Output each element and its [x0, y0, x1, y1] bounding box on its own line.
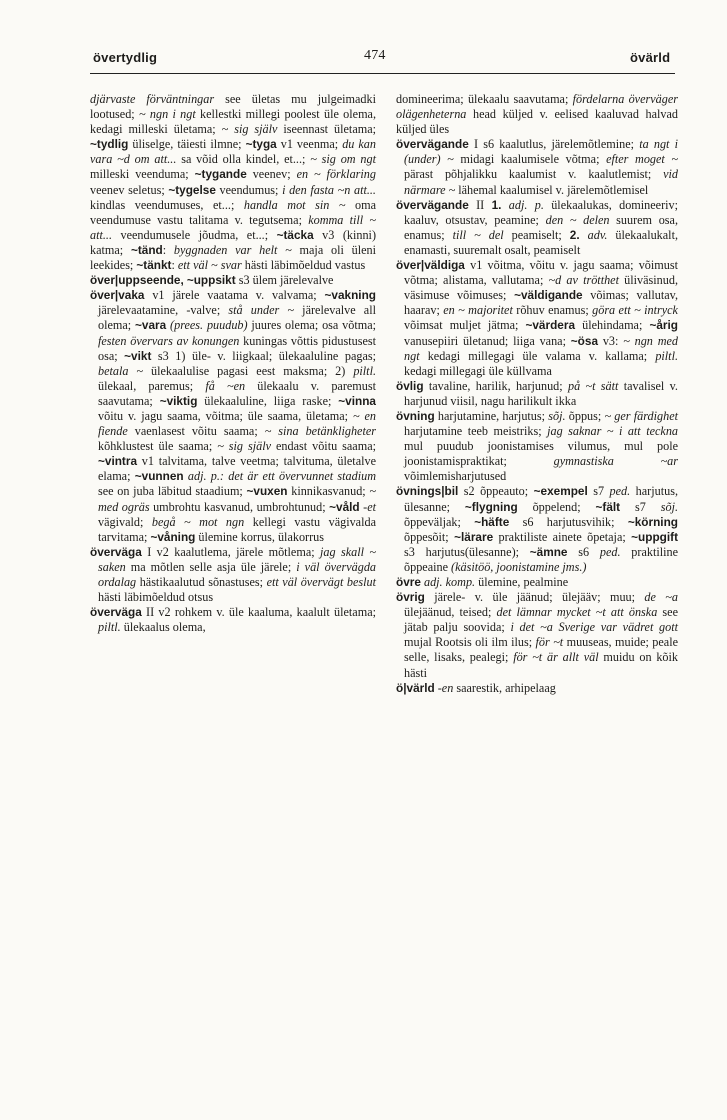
- definition-text: vanusepiiri ületanud; liiga vana;: [404, 333, 571, 348]
- example-phrase: en ~ förklaring: [296, 167, 376, 182]
- definition-text: kedagi millegagi üle küllvama: [404, 363, 552, 378]
- example-phrase: -en: [437, 680, 454, 695]
- definition-text: veenev seletus;: [90, 182, 169, 197]
- headword: ~vinna: [338, 393, 376, 408]
- definition-text: ülemine, pealmine: [475, 575, 569, 589]
- definition-text: hästi läbimõeldud vastus: [241, 258, 366, 273]
- headword: ~täcka: [276, 227, 314, 242]
- example-phrase: i den fasta ~n att...: [282, 182, 376, 197]
- left-guide-word: övertydlig: [93, 50, 158, 65]
- example-phrase: handla mot sin ~: [243, 197, 346, 212]
- example-phrase: ~ sina betänkligheter: [264, 424, 376, 439]
- definition-text: s3 harjutus(ülesanne);: [404, 544, 530, 559]
- example-phrase: efter moget ~: [606, 152, 678, 167]
- headword: ~uppgift: [631, 529, 679, 544]
- definition-text: üliväsinud, väsimuse võimuses;: [404, 273, 679, 303]
- definition-text: [501, 198, 508, 212]
- definition-text: ülekaaluline, liiga raske;: [197, 393, 339, 408]
- headword: ~ämne: [529, 544, 568, 559]
- example-phrase: sõj.: [660, 499, 679, 514]
- example-phrase: i det ~a Sverige var vädret gott: [510, 620, 678, 635]
- headword: över|uppseende,: [90, 273, 184, 288]
- headword: ~vikt: [124, 348, 152, 363]
- definition-text: s7: [587, 484, 610, 499]
- definition-text: muuseas, muide; peale selle, lisaks, pealegi;: [404, 635, 679, 665]
- definition-text: saarestik, arhipelaag: [453, 680, 556, 695]
- headword: ~exempel: [533, 484, 588, 499]
- definition-text: praktiliste ainete õpetaja;: [493, 529, 632, 544]
- headword: ~årig: [649, 318, 678, 333]
- dictionary-entry: [396, 484, 678, 575]
- definition-text: see jätab palju soovida;: [404, 605, 678, 635]
- dictionary-entry: [396, 575, 678, 590]
- definition-text: lähemal kaalumisel v. järelemõtlemisel: [455, 182, 649, 197]
- example-phrase: betala ~: [98, 363, 144, 378]
- example-phrase: jag saknar ~ i att teckna: [547, 424, 679, 439]
- dictionary-entry: [396, 681, 678, 696]
- definition-text: oma veendumuse vastu talitama v. tegutsema;: [90, 197, 376, 227]
- definition-text: v1 järele vaatama v. valvama;: [144, 288, 325, 303]
- headword: överväga: [90, 605, 142, 620]
- dictionary-entry: [396, 590, 678, 681]
- headword: ~våld: [329, 499, 360, 514]
- headword: ~vara: [135, 318, 167, 333]
- headword: ~fält: [595, 499, 621, 514]
- headword: övervägande: [396, 197, 469, 212]
- headword: ~vuxen: [246, 484, 288, 499]
- example-phrase: begå ~ mot ngn: [151, 514, 245, 529]
- headword: ~vakning: [324, 288, 376, 303]
- example-phrase: komma till ~ att...: [90, 212, 377, 242]
- example-phrase: den ~ delen: [545, 212, 610, 227]
- definition-text: maja oli üleni leekides;: [90, 242, 376, 273]
- headword: ~våning: [150, 529, 196, 544]
- entry-continuation: [90, 92, 376, 273]
- headword: ~tänkt: [136, 258, 172, 273]
- example-phrase: du kan vara ~d om att...: [90, 137, 376, 167]
- example-phrase: ~ en fiende: [98, 408, 376, 439]
- definition-text: õppelend;: [517, 499, 596, 514]
- definition-text: sa võid olla kindel, et...;: [176, 152, 311, 167]
- dictionary-entry: [90, 288, 376, 545]
- example-phrase: jag skall ~ saken: [98, 544, 376, 574]
- definition-text: veendumus;: [215, 182, 283, 197]
- definition-text: suurem osa, enamus;: [404, 212, 678, 242]
- example-phrase: ta ngt i (under) ~: [404, 137, 678, 167]
- example-phrase: ~ ngn med ngt: [404, 333, 678, 363]
- example-phrase: (käsitöö, joonistamine jms.): [451, 559, 587, 574]
- definition-text: vaenlasest võitu saama;: [127, 424, 265, 439]
- definition-text: s3 ülem järelevalve: [235, 273, 334, 288]
- definition-text: tavaline, harilik, harjunud;: [423, 378, 568, 393]
- headword: övning: [396, 408, 435, 423]
- definition-text: :: [171, 258, 178, 273]
- definition-text: kellestki millegi poolest üle olema, kedagi milleski ületama;: [90, 107, 377, 137]
- example-phrase: ~d av trötthet: [548, 273, 619, 288]
- definition-text: v1 veenma;: [276, 137, 343, 152]
- headword: ~tygelse: [168, 182, 216, 197]
- definition-text: veendumusele jõudma, et...;: [112, 227, 277, 242]
- headword: ~häfte: [474, 514, 510, 529]
- definition-text: võimas; vallutav, haarav;: [404, 288, 678, 318]
- example-phrase: festen övervars av konungen: [98, 333, 240, 348]
- definition-text: kuningas võttis pidustusest osa;: [98, 333, 376, 363]
- example-phrase: byggnaden var helt ~: [173, 242, 292, 257]
- example-phrase: adj. p.: [508, 197, 544, 212]
- definition-text: ülekaalus olema,: [120, 620, 206, 635]
- definition-text: peamiselt;: [503, 227, 570, 242]
- example-phrase: få ~en: [205, 378, 246, 393]
- right-guide-word: övärld: [630, 50, 671, 65]
- definition-text: kõhklustest üle saama;: [98, 439, 218, 454]
- headword: ö|värld: [396, 680, 435, 695]
- definition-text: ülekaalukas, domineeriv; kaaluv, otsustav, peamine;: [404, 197, 679, 227]
- definition-text: praktiline õppeaine: [404, 544, 678, 574]
- definition-text: veenev;: [246, 167, 297, 182]
- definition-text: kindlas veendumuses, et...;: [90, 197, 244, 212]
- example-phrase: adj. p.: det är ett övervunnet stadium: [187, 469, 377, 484]
- definition-text: õppus;: [565, 408, 605, 423]
- example-phrase: djärvaste förväntningar: [90, 92, 215, 106]
- headword: ~tydlig: [90, 137, 129, 152]
- example-phrase: de ~a: [644, 590, 678, 605]
- definition-text: v1 võitma, võitu v. jagu saama; võimust võtma; alistama, vallutama;: [404, 258, 678, 288]
- example-phrase: (prees. puudub): [170, 318, 248, 333]
- definition-text: ülekaalu v. paremust saavutama;: [98, 378, 376, 408]
- definition-text: mujal Rootsis oli ilm ilus;: [404, 635, 536, 650]
- example-phrase: sõj.: [548, 408, 566, 423]
- example-phrase: adv.: [587, 227, 608, 242]
- definition-text: harjutus, ülesanne;: [404, 484, 678, 514]
- left-column: [90, 92, 376, 635]
- definition-text: :: [162, 242, 174, 257]
- headword: ~tygande: [194, 167, 247, 182]
- example-phrase: ~ sig själv: [217, 439, 272, 454]
- headword: ~vintra: [98, 454, 138, 469]
- definition-text: mul puudub joonistamises vilumus, mul pole joonistamispraktikat;: [404, 439, 678, 469]
- example-phrase: ~ ger färdighet: [604, 408, 678, 423]
- definition-text: midagi kaalumisele võtma;: [453, 152, 607, 167]
- headword: ~uppsikt: [186, 273, 236, 288]
- header-rule: [90, 73, 675, 74]
- definition-text: II: [468, 197, 492, 212]
- definition-text: harjutamine, harjutus;: [434, 408, 549, 423]
- definition-text: ülekaalukalt, enamasti, suuremalt osalt, peamiselt: [404, 227, 679, 257]
- definition-text: I v2 kaalutlema, järele mõtlema;: [141, 544, 321, 559]
- headword: ~lärare: [454, 529, 494, 544]
- definition-text: ülekaal, paremus;: [98, 378, 206, 393]
- example-phrase: på ~t sätt: [567, 378, 619, 393]
- example-phrase: för ~t: [535, 635, 564, 650]
- definition-text: II v2 rohkem v. üle kaaluma, kaalult ületama;: [141, 605, 376, 620]
- headword: över|väldiga: [396, 258, 465, 273]
- definition-text: võimlemisharjutused: [404, 469, 507, 484]
- example-phrase: piltl.: [98, 620, 121, 635]
- example-phrase: ~ sig själv: [221, 122, 278, 137]
- definition-text: rõhuv enamus;: [512, 303, 593, 318]
- definition-text: harjutamine teeb meistriks;: [404, 424, 548, 439]
- page-number: 474: [364, 48, 386, 63]
- headword: ~värdera: [525, 318, 576, 333]
- definition-text: ülekaalulise pagasi eest maksma; 2): [143, 363, 354, 378]
- definition-text: kinnikasvanud;: [287, 484, 370, 499]
- example-phrase: vid närmare ~: [404, 167, 678, 197]
- dictionary-entry: [90, 273, 376, 288]
- example-phrase: för ~t är allt väl: [513, 650, 599, 665]
- definition-text: võimsat muljet jätma;: [404, 318, 526, 333]
- definition-text: endast võitu saama;: [271, 439, 376, 454]
- example-phrase: ped.: [599, 544, 621, 559]
- definition-text: juures olema; osa võtma;: [247, 318, 377, 333]
- example-phrase: piltl.: [655, 348, 678, 363]
- definition-text: see ületas mu julgeimadki lootused;: [90, 92, 377, 122]
- example-phrase: en ~ majoritet: [443, 303, 513, 318]
- definition-text: kellegi vastu vägivalda tarvitama;: [98, 514, 376, 544]
- headword: ~tyga: [245, 137, 277, 152]
- definition-text: ma mõtlen selle asja üle järele;: [125, 559, 297, 574]
- definition-text: ülejäänud, teised;: [404, 605, 497, 620]
- example-phrase: det lämnar mycket ~t att önska: [496, 605, 658, 620]
- right-column: [396, 92, 678, 696]
- definition-text: pärast põhjalikku kaalumist v. kaalutlemist;: [404, 167, 664, 182]
- example-phrase: fördelarna överväger olägenheterna: [396, 92, 678, 122]
- definition-text: järele- v. üle jäänud; ülejääv; muu;: [424, 590, 645, 605]
- dictionary-entry: [90, 545, 376, 605]
- headword: 2.: [569, 227, 580, 242]
- definition-text: [580, 228, 588, 242]
- headword: ~väldigande: [514, 288, 583, 303]
- example-phrase: stå under ~: [228, 303, 294, 318]
- example-phrase: ped.: [609, 484, 631, 499]
- definition-text: järelevaatamine, -valve;: [98, 303, 229, 318]
- example-phrase: gymnastiska ~ar: [553, 454, 678, 469]
- example-phrase: ~ ngn i ngt: [139, 107, 196, 122]
- definition-text: milleski veenduma;: [90, 167, 195, 182]
- headword: ~ösa: [570, 333, 599, 348]
- example-phrase: ~ sig om ngt: [310, 152, 376, 167]
- definition-text: ülehindama;: [575, 318, 650, 333]
- headword: överväga: [90, 544, 142, 559]
- entry-continuation: [396, 92, 678, 137]
- example-phrase: i väl övervägda ordalag: [98, 559, 377, 589]
- definition-text: see on juba läbitud staadium;: [98, 484, 247, 499]
- headword: övlig: [396, 378, 424, 393]
- example-phrase: -et: [363, 499, 377, 514]
- definition-text: domineerima; ülekaalu saavutama;: [396, 92, 573, 106]
- definition-text: head küljed v. eelised kaaluvad halvad küljed üles: [396, 107, 678, 137]
- headword: ~viktig: [159, 393, 198, 408]
- definition-text: I s6 kaalutlus, järelemõtlemine;: [468, 137, 640, 152]
- definition-text: hästi läbimõeldud otsus: [98, 590, 214, 605]
- definition-text: v3:: [598, 333, 624, 348]
- headword: övervägande: [396, 137, 469, 152]
- dictionary-entry: [396, 379, 678, 409]
- headword: övre: [396, 575, 421, 589]
- definition-text: umbrohtu kasvanud, umbrohtunud;: [149, 499, 330, 514]
- definition-text: järelevalve all olema;: [98, 303, 376, 333]
- example-phrase: adj. komp.: [423, 575, 476, 589]
- definition-text: õppeväljak;: [404, 514, 475, 529]
- definition-text: s6 harjutusvihik;: [509, 514, 628, 529]
- definition-text: vägivald;: [98, 514, 152, 529]
- example-phrase: ett väl ~ svar: [177, 258, 242, 273]
- definition-text: iseennast ületama;: [277, 122, 376, 137]
- definition-text: tavalisel v. harjunud viisil, nagu harilikult ikka: [404, 378, 678, 408]
- headword: ~flygning: [464, 499, 518, 514]
- definition-text: hästikaalutud sõnastuses;: [136, 575, 267, 589]
- definition-text: s7: [620, 499, 661, 514]
- headword: övrig: [396, 590, 425, 605]
- definition-text: kedagi millegagi üle valama v. kallama;: [419, 348, 656, 363]
- dictionary-entry: [396, 409, 678, 484]
- definition-text: s3 1) üle- v. liigkaal; ülekaaluline pagas;: [151, 348, 376, 363]
- example-phrase: göra ett ~ intryck: [592, 303, 678, 318]
- dictionary-entry: [90, 605, 376, 635]
- dictionary-entry: [396, 137, 678, 197]
- definition-text: s2 õppeauto;: [458, 484, 534, 499]
- example-phrase: ~ med ogräs: [98, 484, 376, 514]
- dictionary-entry: [396, 198, 678, 258]
- definition-text: muidu on kõik hästi: [404, 650, 679, 680]
- headword: ~körning: [627, 514, 678, 529]
- definition-text: üliselge, täiesti ilmne;: [128, 137, 246, 152]
- example-phrase: piltl.: [353, 363, 376, 378]
- definition-text: v1 talvitama, talve veetma; talvituma, ületalve elama;: [98, 454, 376, 484]
- definition-text: ülemine korrus, ülakorrus: [195, 529, 324, 544]
- headword: över|vaka: [90, 288, 145, 303]
- example-phrase: ett väl övervägt beslut: [266, 575, 376, 589]
- headword: 1.: [491, 197, 502, 212]
- example-phrase: till ~ del: [452, 227, 504, 242]
- dictionary-entry: [396, 258, 678, 379]
- headword: övnings|bil: [396, 484, 459, 499]
- headword: ~tänd: [130, 242, 163, 257]
- headword: ~vunnen: [134, 469, 184, 484]
- definition-text: võitu v. jagu saama, võitma; üle saama, ületama;: [98, 408, 353, 423]
- definition-text: v3 (kinni) katma;: [90, 227, 376, 257]
- definition-text: s6: [567, 544, 600, 559]
- definition-text: õppesõit;: [404, 529, 455, 544]
